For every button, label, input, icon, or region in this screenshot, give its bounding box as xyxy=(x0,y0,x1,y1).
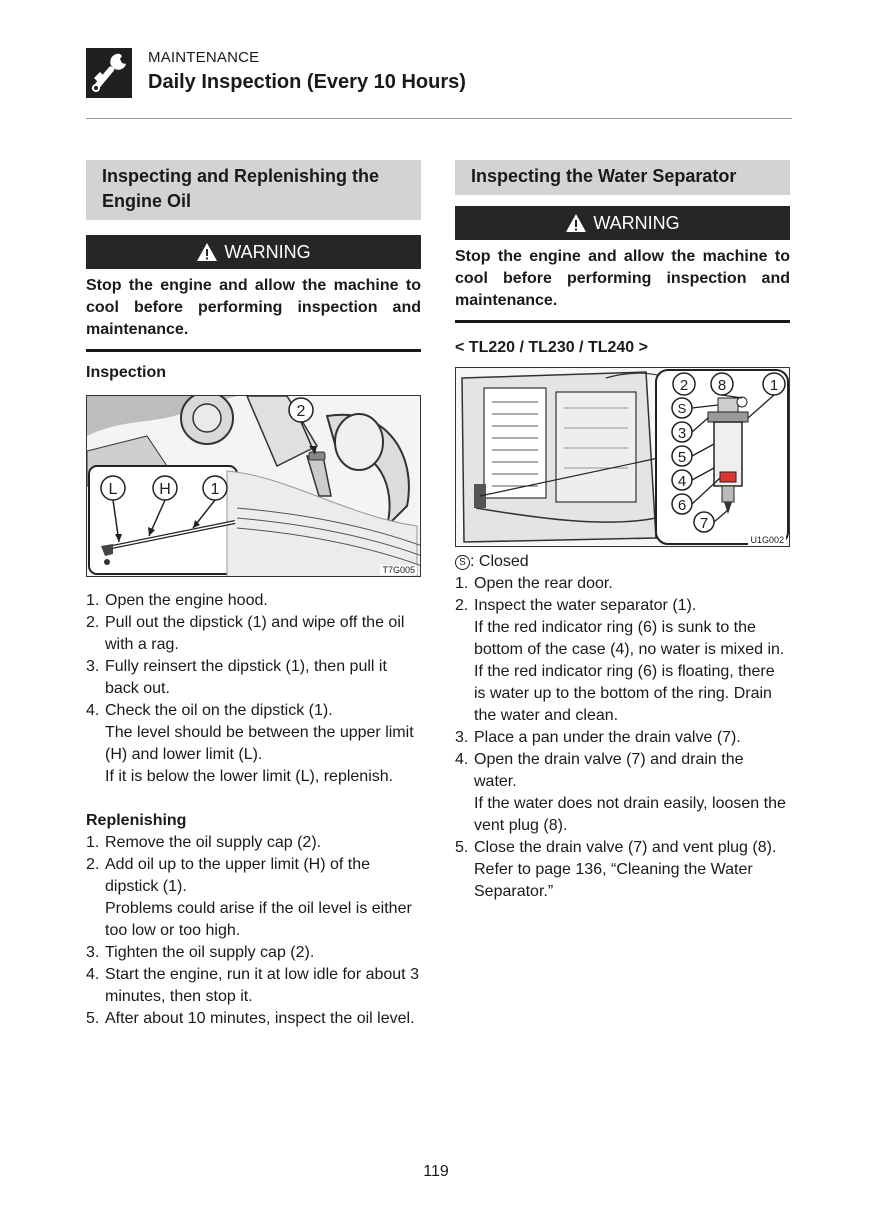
callout-1: 1 xyxy=(210,481,220,498)
warning-divider xyxy=(455,320,790,323)
list-item: 2. Inspect the water separator (1). If the red indicator ring (6) is sunk to the bottom of the case (4), no water is mixed in. If the red indicator ring (6) is floating, there is water up to the bottom of the ring. Drain the water and clean. xyxy=(455,595,790,727)
page-header xyxy=(86,44,792,120)
callout-4: 4 xyxy=(677,473,687,490)
step-note: If the water does not drain easily, loosen the vent plug (8). xyxy=(474,795,786,834)
callout-2: 2 xyxy=(296,403,306,420)
warning-banner xyxy=(455,206,790,240)
callout-2: 2 xyxy=(679,377,689,394)
warning-triangle-icon xyxy=(565,213,587,233)
water-separator-section-title: Inspecting the Water Separator xyxy=(455,160,790,195)
dipstick-figure xyxy=(86,395,421,577)
closed-legend: S : Closed xyxy=(455,551,790,573)
water-separator-figure xyxy=(455,367,790,547)
callout-S: S xyxy=(677,401,687,416)
callout-6: 6 xyxy=(677,497,687,514)
callout-8: 8 xyxy=(717,377,727,394)
warning-banner xyxy=(86,235,421,269)
step-note: Problems could arise if the oil level is either too low or too high. xyxy=(105,900,412,939)
header-category: MAINTENANCE xyxy=(148,49,260,66)
list-item: 2. Add oil up to the upper limit (H) of the dipstick (1). Problems could arise if the oil level is either too low or too high. xyxy=(86,854,421,942)
engine-oil-section-title: Inspecting and Replenishing the Engine Oil xyxy=(86,160,421,220)
callout-L: L xyxy=(108,481,118,498)
step-note: Refer to page 136, “Cleaning the Water Separator.” xyxy=(474,861,753,900)
warning-text: Stop the engine and allow the machine to cool before performing inspection and maintenance. xyxy=(86,277,421,338)
list-item: 1. Remove the oil supply cap (2). xyxy=(86,834,322,851)
callout-1: 1 xyxy=(769,377,779,394)
page-title: Daily Inspection (Every 10 Hours) xyxy=(148,71,466,93)
list-item: 4. Start the engine, run it at low idle for about 3 minutes, then stop it. xyxy=(86,966,419,1005)
water-separator-steps xyxy=(455,573,790,903)
water-separator-illustration xyxy=(456,368,790,547)
figure-code: T7G005 xyxy=(382,565,415,575)
step-note: If the red indicator ring (6) is sunk to the bottom of the case (4), no water is mixed in. xyxy=(474,619,785,658)
header-divider xyxy=(86,118,792,119)
replenishing-heading: Replenishing xyxy=(86,812,187,829)
left-column xyxy=(86,160,421,1030)
figure-code: U1G002 xyxy=(750,535,784,545)
warning-label: WARNING xyxy=(593,212,680,233)
list-item: 3. Fully reinsert the dipstick (1), then pull it back out. xyxy=(86,658,387,697)
list-item: 3. Tighten the oil supply cap (2). xyxy=(86,944,315,961)
list-item: 3. Place a pan under the drain valve (7). xyxy=(455,729,741,746)
list-item: 5. Close the drain valve (7) and vent plug (8). Refer to page 136, “Cleaning the Water Separator.” xyxy=(455,837,790,903)
list-item: 4. Check the oil on the dipstick (1). The level should be between the upper limit (H) and lower limit (L). If it is below the lower limit (L), replenish. xyxy=(86,700,421,788)
warning-label: WARNING xyxy=(224,241,311,262)
replenishing-steps xyxy=(86,832,421,1030)
right-column xyxy=(455,160,790,903)
inspection-steps xyxy=(86,590,421,788)
list-item: 1. Open the rear door. xyxy=(455,575,613,592)
list-item: 5. After about 10 minutes, inspect the oil level. xyxy=(86,1010,415,1027)
callout-3: 3 xyxy=(677,425,687,442)
callout-H: H xyxy=(159,481,171,498)
engine-dipstick-illustration xyxy=(87,396,421,577)
inspection-heading: Inspection xyxy=(86,364,167,381)
model-label: < TL220 / TL230 / TL240 > xyxy=(455,339,648,356)
step-note: If it is below the lower limit (L), replenish. xyxy=(105,768,394,785)
warning-divider xyxy=(86,349,421,352)
list-item: 1. Open the engine hood. xyxy=(86,592,268,609)
step-note: If the red indicator ring (6) is floating, there is water up to the bottom of the ring. Drain the water and clean. xyxy=(474,663,775,724)
callout-7: 7 xyxy=(699,515,709,532)
warning-triangle-icon xyxy=(196,242,218,262)
list-item: 4. Open the drain valve (7) and drain the water. If the water does not drain easily, loosen the vent plug (8). xyxy=(455,749,790,837)
callout-5: 5 xyxy=(677,449,687,466)
page-number: 119 xyxy=(423,1163,449,1180)
warning-text: Stop the engine and allow the machine to cool before performing inspection and maintenance. xyxy=(455,248,790,309)
list-item: 2. Pull out the dipstick (1) and wipe off the oil with a rag. xyxy=(86,614,405,653)
closed-symbol: S xyxy=(455,555,470,570)
wrench-icon xyxy=(86,48,132,98)
step-note: The level should be between the upper limit (H) and lower limit (L). xyxy=(105,724,414,763)
